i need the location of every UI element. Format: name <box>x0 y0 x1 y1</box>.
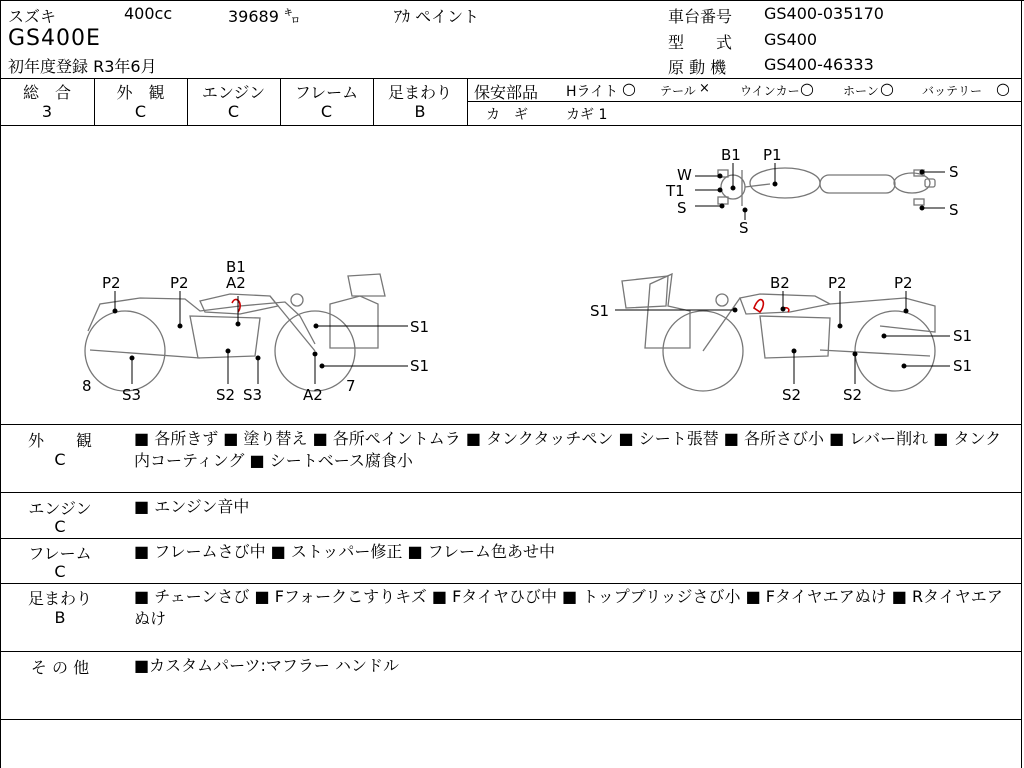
remark-text: ■ エンジン音中 <box>134 497 250 516</box>
key-count: カギ 1 <box>566 107 608 123</box>
diagram-label: S <box>949 201 959 219</box>
winker-label: ウインカー <box>740 84 800 98</box>
model-name: GS400E <box>8 26 101 51</box>
diagram-label: P2 <box>170 274 189 292</box>
diagram-label: B1 <box>226 258 246 276</box>
diagram-label: A2 <box>226 274 246 292</box>
diagram-label: S1 <box>410 318 430 336</box>
battery-label: バッテリー <box>922 84 983 98</box>
engine-grade: C <box>227 102 240 121</box>
frame-no: GS400-035170 <box>764 4 884 23</box>
diagram-label: B1 <box>721 146 741 164</box>
remark-label: そ の 他 <box>30 658 90 677</box>
remark-text: ■ チェーンさび ■ Fフォークこすりキズ ■ Fタイヤひび中 ■ トップブリッジさび小 ■ Fタイヤエアぬけ ■ Rタイヤエアぬけ <box>134 587 1003 628</box>
diagram-label: S2 <box>216 386 236 404</box>
remark-label: フレーム <box>28 544 92 563</box>
remark-label: エンジン <box>28 499 92 518</box>
diagram-label: S <box>677 199 687 217</box>
diagram-label: S2 <box>843 386 863 404</box>
engine-grade-label: エンジン <box>201 83 266 102</box>
remark-text: ■カスタムパーツ:マフラー ハンドル <box>134 656 399 675</box>
diagram-label: P2 <box>102 274 121 292</box>
tail-mark: × <box>699 81 710 96</box>
diagram-label: S <box>949 163 959 181</box>
diagram-label: S1 <box>953 327 973 345</box>
overall-label: 総 合 <box>22 83 71 102</box>
first-registration: 初年度登録 R3年6月 <box>8 57 157 76</box>
remark-text: ■ 各所きず ■ 塗り替え ■ 各所ペイントムラ ■ タンクタッチペン ■ シート張替 ■ 各所さび小 ■ レバー削れ ■ タンク内コーティング ■ シートベース腐食小 <box>134 429 1002 470</box>
winker-mark: ○ <box>800 79 814 98</box>
battery-mark: ○ <box>996 79 1010 98</box>
type-label: 型 式 <box>668 33 733 52</box>
overall-grade: 3 <box>41 102 53 121</box>
diagram-label: P2 <box>828 274 847 292</box>
exterior-label: 外 観 <box>116 83 165 102</box>
displacement: 400cc <box>124 4 173 23</box>
color: ｱｶ ペイント <box>394 7 480 26</box>
diagram-label: S1 <box>410 357 430 375</box>
suspension-label: 足まわり <box>387 83 452 102</box>
mileage: 39689 ㌔ <box>228 7 300 26</box>
maker: スズキ <box>8 7 57 26</box>
diagram-label: S1 <box>953 357 973 375</box>
remark-grade: C <box>54 450 66 469</box>
diagram-label: 8 <box>82 377 92 395</box>
diagram-label: P2 <box>894 274 913 292</box>
remark-grade: C <box>54 562 66 581</box>
diagram-label: 7 <box>346 377 356 395</box>
suspension-grade: B <box>414 102 426 121</box>
top-view-motorcycle <box>718 168 935 206</box>
horn-mark: ○ <box>880 79 894 98</box>
safety-label: 保安部品 <box>474 83 539 102</box>
remark-grade: B <box>54 608 66 627</box>
diagram-label: W <box>677 166 692 184</box>
diagram-label: B2 <box>770 274 790 292</box>
diagram-label: S3 <box>243 386 263 404</box>
diagram-label: S <box>739 219 749 237</box>
remark-text: ■ フレームさび中 ■ ストッパー修正 ■ フレーム色あせ中 <box>134 542 556 561</box>
engine-label: 原 動 機 <box>668 58 727 77</box>
frame-grade-label: フレーム <box>294 83 359 102</box>
type-value: GS400 <box>764 30 818 49</box>
remark-grade: C <box>54 517 66 536</box>
tail-label: テール <box>660 84 696 98</box>
diagram-label: S3 <box>122 386 142 404</box>
frame-no-label: 車台番号 <box>668 7 733 26</box>
engine-value: GS400-46333 <box>764 55 874 74</box>
diagram-label: P1 <box>763 146 782 164</box>
diagram-label: S1 <box>590 302 610 320</box>
remark-label: 足まわり <box>27 589 92 608</box>
horn-label: ホーン <box>843 84 879 98</box>
motorcycle-diagram <box>0 126 1022 424</box>
damage-mark-b2 <box>754 300 763 312</box>
headlight-mark: ○ <box>622 79 636 98</box>
key-label: カ ギ <box>486 107 528 123</box>
diagram-label: T1 <box>666 182 685 200</box>
exterior-grade: C <box>134 102 147 121</box>
headlight-label: Hライト <box>566 84 619 100</box>
remark-label: 外 観 <box>27 431 92 450</box>
frame-grade: C <box>320 102 333 121</box>
diagram-label: S2 <box>782 386 802 404</box>
diagram-label: A2 <box>303 386 323 404</box>
